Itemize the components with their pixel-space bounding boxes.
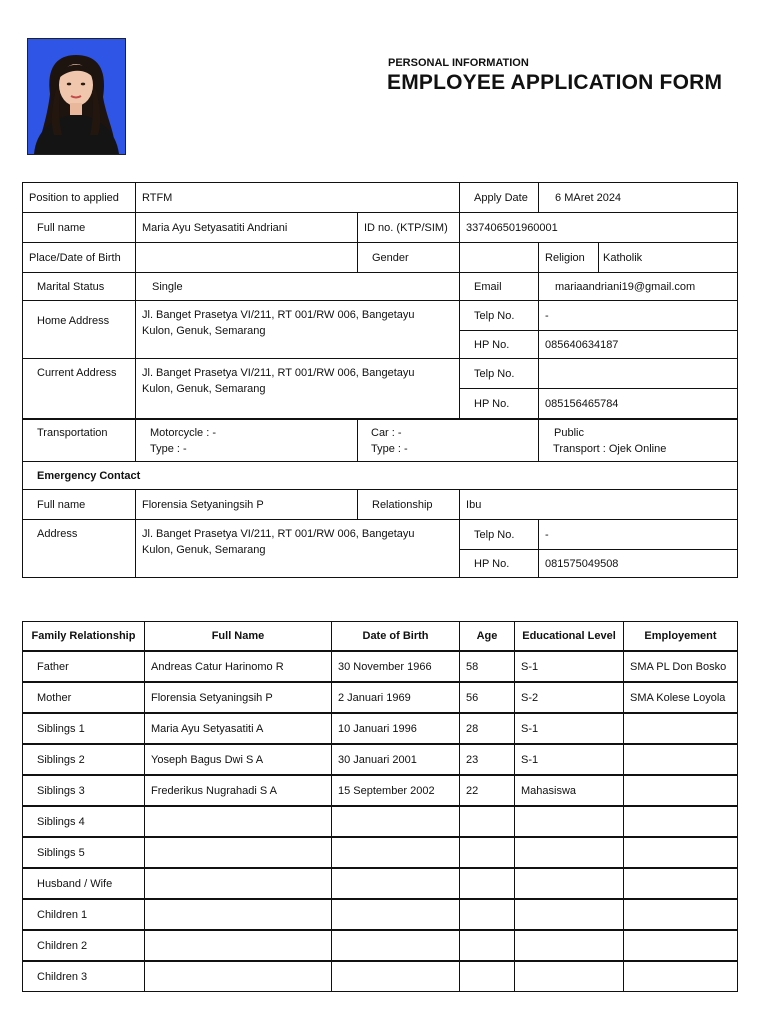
emergency-hp-label: HP No. (474, 557, 510, 570)
id-value: 337406501960001 (466, 221, 558, 234)
family-cell-age[interactable] (460, 744, 515, 775)
family-cell-education[interactable] (515, 930, 624, 961)
family-cell-full-name[interactable] (145, 713, 332, 744)
family-cell-date-of-birth[interactable] (332, 961, 460, 992)
current-telp-label: Telp No. (474, 367, 515, 380)
family-cell-education[interactable] (515, 806, 624, 837)
apply-date-label-cell (460, 183, 539, 213)
full-name-value: Maria Ayu Setyasatiti Andriani (142, 221, 288, 234)
birth-value-cell[interactable] (136, 243, 358, 273)
emergency-name-value: Florensia Setyaningsih P (142, 498, 264, 511)
apply-date-label: Apply Date (474, 191, 528, 204)
position-value-cell[interactable] (136, 183, 460, 213)
family-relationship-text: Children 1 (37, 908, 88, 921)
family-cell-age[interactable] (460, 775, 515, 806)
id-label-cell (358, 213, 460, 243)
email-value-cell[interactable] (539, 273, 738, 301)
family-cell-relationship (23, 930, 145, 961)
family-cell-relationship (23, 837, 145, 868)
religion-value: Katholik (603, 251, 643, 264)
family-relationship-text: Father (37, 660, 69, 673)
family-header-relationship: Family Relationship (23, 622, 145, 652)
home-telp-label-cell (460, 301, 539, 331)
religion-label: Religion (545, 251, 585, 264)
home-hp-value-cell[interactable] (539, 331, 738, 359)
current-telp-label-cell (460, 359, 539, 389)
family-full-name-text: Florensia Setyaningsih P (151, 691, 273, 704)
emergency-address-label-cell (23, 520, 136, 578)
family-cell-full-name[interactable] (145, 682, 332, 713)
form-subtitle: PERSONAL INFORMATION (388, 57, 529, 69)
public-transport-cell[interactable] (539, 419, 738, 462)
marital-label: Marital Status (37, 280, 105, 293)
home-telp-label: Telp No. (474, 309, 515, 322)
family-age-text: 56 (466, 691, 479, 704)
family-cell-education[interactable] (515, 744, 624, 775)
family-cell-relationship (23, 961, 145, 992)
birth-label-cell (23, 243, 136, 273)
family-cell-education[interactable] (515, 713, 624, 744)
family-cell-full-name[interactable] (145, 775, 332, 806)
emergency-hp-value-cell[interactable] (539, 550, 738, 578)
family-cell-relationship (23, 806, 145, 837)
family-cell-employment[interactable] (624, 744, 738, 775)
family-cell-relationship (23, 651, 145, 682)
family-cell-age[interactable] (460, 837, 515, 868)
motorcycle-line1: Motorcycle : - (150, 427, 217, 439)
current-hp-value: 085156465784 (545, 397, 619, 410)
emergency-address-line1: Jl. Banget Prasetya VI/211, RT 001/RW 006, Bangetayu (142, 528, 415, 540)
family-age-text: 28 (466, 722, 479, 735)
emergency-telp-label-cell (460, 520, 539, 550)
applicant-info-table (22, 182, 738, 578)
position-value: RTFM (142, 191, 173, 204)
family-cell-age[interactable] (460, 713, 515, 744)
applicant-photo (27, 38, 126, 155)
current-hp-value-cell[interactable] (539, 389, 738, 420)
family-row (23, 744, 738, 775)
family-table-body (23, 651, 738, 992)
family-relationship-text: Husband / Wife (37, 877, 113, 890)
family-cell-date-of-birth[interactable] (332, 899, 460, 930)
religion-label-cell (539, 243, 599, 273)
home-telp-value-cell[interactable] (539, 301, 738, 331)
family-full-name-text: Yoseph Bagus Dwi S A (151, 753, 264, 766)
marital-label-cell (23, 273, 136, 301)
family-cell-relationship (23, 775, 145, 806)
family-cell-employment[interactable] (624, 713, 738, 744)
family-cell-date-of-birth[interactable] (332, 775, 460, 806)
family-row (23, 899, 738, 930)
family-row (23, 713, 738, 744)
family-cell-date-of-birth[interactable] (332, 837, 460, 868)
home-address-line2: Kulon, Genuk, Semarang (142, 325, 266, 337)
family-cell-full-name[interactable] (145, 744, 332, 775)
relationship-value: Ibu (466, 498, 482, 511)
current-telp-value-cell[interactable] (539, 359, 738, 389)
family-education-text: Mahasiswa (521, 784, 577, 797)
family-table (22, 621, 738, 992)
family-date-of-birth-text: 10 Januari 1996 (338, 722, 417, 735)
family-cell-date-of-birth[interactable] (332, 651, 460, 682)
emergency-telp-value-cell[interactable] (539, 520, 738, 550)
family-age-text: 22 (466, 784, 479, 797)
family-relationship-text: Siblings 4 (37, 815, 85, 828)
form-title: EMPLOYEE APPLICATION FORM (387, 71, 723, 94)
family-employment-text: SMA Kolese Loyola (630, 691, 726, 704)
family-cell-relationship (23, 682, 145, 713)
emergency-address-label: Address (37, 528, 78, 540)
home-hp-label-cell (460, 331, 539, 359)
family-header-employment: Employement (624, 622, 738, 652)
home-hp-value: 085640634187 (545, 338, 619, 351)
family-header-date-of-birth: Date of Birth (332, 622, 460, 652)
relationship-label: Relationship (372, 498, 433, 511)
current-hp-label-cell (460, 389, 539, 420)
full-name-label-cell (23, 213, 136, 243)
family-header-age: Age (460, 622, 515, 652)
home-address-label-cell (23, 301, 136, 359)
family-row (23, 806, 738, 837)
home-telp-value: - (545, 309, 549, 322)
family-relationship-text: Children 2 (37, 939, 88, 952)
family-age-text: 23 (466, 753, 479, 766)
family-cell-education[interactable] (515, 837, 624, 868)
family-date-of-birth-text: 30 November 1966 (338, 660, 432, 673)
home-address-line1: Jl. Banget Prasetya VI/211, RT 001/RW 006, Bangetayu (142, 309, 415, 321)
home-hp-label: HP No. (474, 338, 510, 351)
family-cell-employment[interactable] (624, 775, 738, 806)
transport-label: Transportation (37, 427, 108, 439)
full-name-label: Full name (37, 221, 86, 234)
emergency-hp-value: 081575049508 (545, 557, 619, 570)
family-cell-employment[interactable] (624, 837, 738, 868)
family-row (23, 961, 738, 992)
family-cell-date-of-birth[interactable] (332, 930, 460, 961)
marital-value: Single (152, 280, 183, 293)
emergency-name-value-cell[interactable] (136, 490, 358, 520)
emergency-telp-value: - (545, 528, 549, 541)
family-cell-education[interactable] (515, 868, 624, 899)
family-cell-full-name[interactable] (145, 837, 332, 868)
family-cell-relationship (23, 899, 145, 930)
emergency-telp-label: Telp No. (474, 528, 515, 541)
family-full-name-text: Frederikus Nugrahadi S A (151, 784, 277, 797)
family-full-name-text: Maria Ayu Setyasatiti A (151, 722, 264, 735)
gender-label: Gender (372, 251, 409, 264)
public-line2: Transport : Ojek Online (553, 443, 667, 455)
emergency-address-value-cell[interactable] (136, 520, 460, 578)
emergency-section-label: Emergency Contact (37, 469, 141, 482)
family-cell-age[interactable] (460, 868, 515, 899)
email-label: Email (474, 280, 502, 293)
relationship-value-cell[interactable] (460, 490, 738, 520)
family-cell-full-name[interactable] (145, 961, 332, 992)
family-date-of-birth-text: 2 Januari 1969 (338, 691, 411, 704)
family-cell-relationship (23, 744, 145, 775)
email-value: mariaandriani19@gmail.com (555, 280, 696, 293)
family-row (23, 651, 738, 682)
current-address-line1: Jl. Banget Prasetya VI/211, RT 001/RW 006, Bangetayu (142, 367, 415, 379)
family-relationship-text: Siblings 1 (37, 722, 85, 735)
family-cell-full-name[interactable] (145, 899, 332, 930)
family-cell-employment[interactable] (624, 961, 738, 992)
family-cell-relationship (23, 713, 145, 744)
current-address-label: Current Address (37, 367, 117, 379)
family-row (23, 837, 738, 868)
family-cell-date-of-birth[interactable] (332, 682, 460, 713)
apply-date-value-cell[interactable] (539, 183, 738, 213)
family-relationship-text: Siblings 3 (37, 784, 85, 797)
family-employment-text: SMA PL Don Bosko (630, 660, 727, 673)
gender-label-cell (358, 243, 460, 273)
emergency-name-label-cell (23, 490, 136, 520)
id-label: ID no. (KTP/SIM) (364, 221, 448, 234)
full-name-value-cell[interactable] (136, 213, 358, 243)
public-line1: Public (554, 427, 584, 439)
family-relationship-text: Children 3 (37, 970, 88, 983)
family-education-text: S-1 (521, 660, 539, 673)
family-cell-age[interactable] (460, 806, 515, 837)
family-cell-education[interactable] (515, 651, 624, 682)
transport-label-cell (23, 419, 136, 462)
emergency-section-cell (23, 462, 738, 490)
family-cell-employment[interactable] (624, 651, 738, 682)
family-education-text: S-1 (521, 753, 539, 766)
family-relationship-text: Siblings 5 (37, 846, 85, 859)
family-row (23, 930, 738, 961)
home-address-label: Home Address (37, 315, 110, 327)
family-cell-employment[interactable] (624, 682, 738, 713)
family-cell-age[interactable] (460, 651, 515, 682)
family-cell-date-of-birth[interactable] (332, 868, 460, 899)
relationship-label-cell (358, 490, 460, 520)
family-cell-age[interactable] (460, 899, 515, 930)
email-label-cell (460, 273, 539, 301)
emergency-address-line2: Kulon, Genuk, Semarang (142, 544, 266, 556)
current-address-value-cell[interactable] (136, 359, 460, 420)
family-header-row (23, 622, 738, 652)
family-row (23, 868, 738, 899)
car-line1: Car : - (371, 427, 402, 439)
family-education-text: S-1 (521, 722, 539, 735)
family-cell-date-of-birth[interactable] (332, 806, 460, 837)
family-date-of-birth-text: 15 September 2002 (338, 784, 435, 797)
family-full-name-text: Andreas Catur Harinomo R (151, 660, 284, 673)
family-cell-employment[interactable] (624, 868, 738, 899)
applicant-portrait-image (28, 39, 125, 154)
family-date-of-birth-text: 30 Januari 2001 (338, 753, 417, 766)
position-label: Position to applied (29, 191, 119, 204)
current-address-line2: Kulon, Genuk, Semarang (142, 383, 266, 395)
id-value-cell[interactable] (460, 213, 738, 243)
family-cell-relationship (23, 868, 145, 899)
family-cell-education[interactable] (515, 682, 624, 713)
motorcycle-cell[interactable] (136, 419, 358, 462)
family-header-full-name: Full Name (145, 622, 332, 652)
family-cell-employment[interactable] (624, 899, 738, 930)
family-cell-date-of-birth[interactable] (332, 744, 460, 775)
family-cell-employment[interactable] (624, 806, 738, 837)
emergency-hp-label-cell (460, 550, 539, 578)
family-age-text: 58 (466, 660, 479, 673)
gender-value-cell[interactable] (460, 243, 539, 273)
apply-date-value: 6 MAret 2024 (555, 191, 622, 204)
family-cell-age[interactable] (460, 682, 515, 713)
home-address-value-cell[interactable] (136, 301, 460, 359)
family-cell-employment[interactable] (624, 930, 738, 961)
family-cell-education[interactable] (515, 775, 624, 806)
religion-value-cell[interactable] (599, 243, 738, 273)
birth-label: Place/Date of Birth (29, 251, 121, 264)
marital-value-cell[interactable] (136, 273, 460, 301)
family-education-text: S-2 (521, 691, 539, 704)
car-line2: Type : - (371, 443, 408, 455)
current-hp-label: HP No. (474, 397, 510, 410)
family-cell-age[interactable] (460, 930, 515, 961)
family-cell-education[interactable] (515, 961, 624, 992)
family-relationship-text: Mother (37, 691, 72, 704)
family-cell-education[interactable] (515, 899, 624, 930)
emergency-name-label: Full name (37, 498, 86, 511)
family-cell-date-of-birth[interactable] (332, 713, 460, 744)
family-cell-full-name[interactable] (145, 651, 332, 682)
family-relationship-text: Siblings 2 (37, 753, 85, 766)
motorcycle-line2: Type : - (150, 443, 187, 455)
family-cell-age[interactable] (460, 961, 515, 992)
family-header-education: Educational Level (515, 622, 624, 652)
family-row (23, 682, 738, 713)
position-label-cell (23, 183, 136, 213)
car-cell[interactable] (358, 419, 539, 462)
current-address-label-cell (23, 359, 136, 420)
family-cell-full-name[interactable] (145, 930, 332, 961)
family-cell-full-name[interactable] (145, 868, 332, 899)
family-cell-full-name[interactable] (145, 806, 332, 837)
family-row (23, 775, 738, 806)
